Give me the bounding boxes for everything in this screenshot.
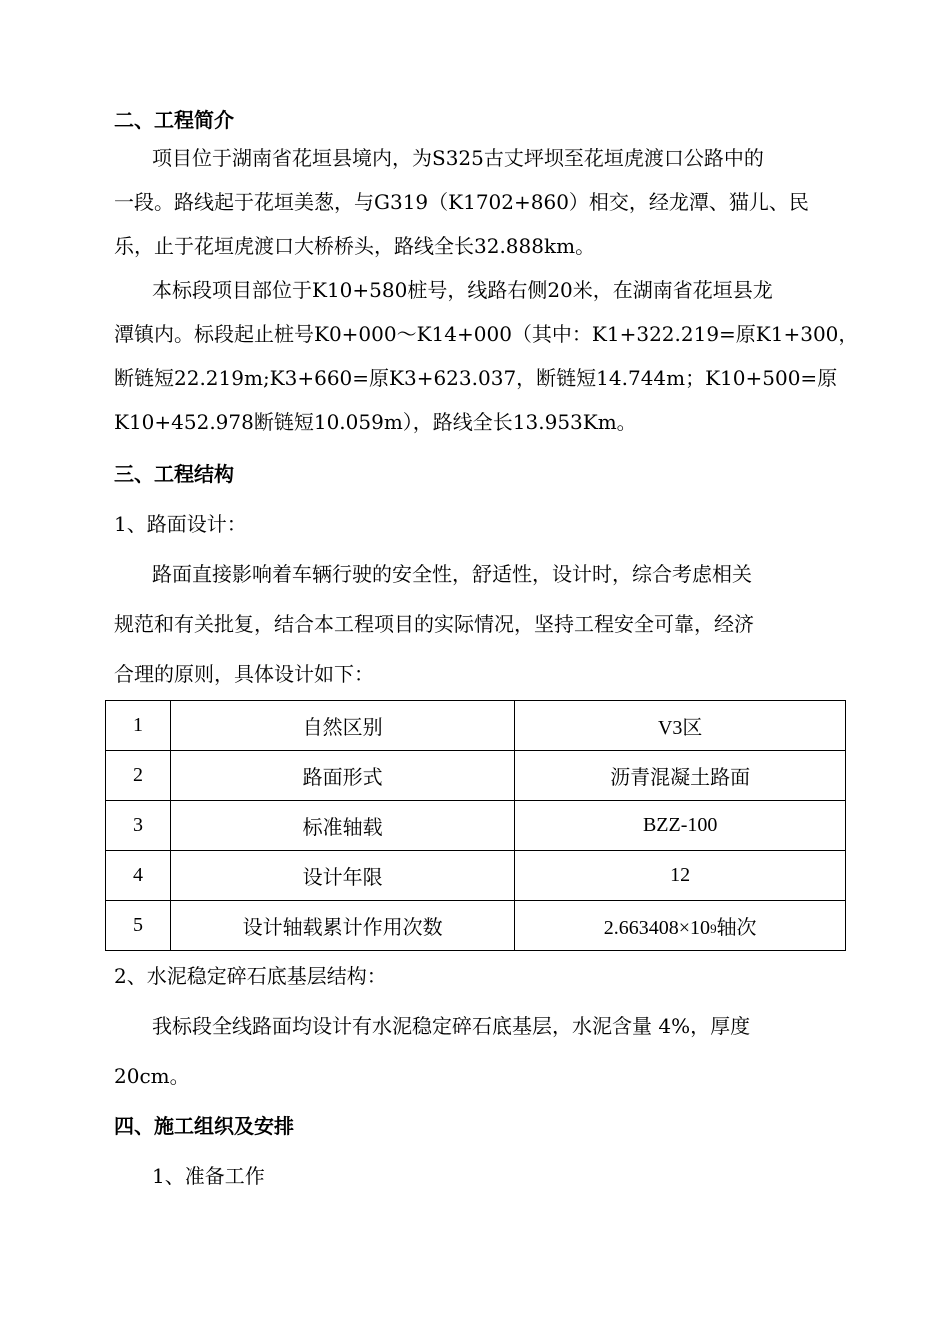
- table-row: [106, 851, 846, 901]
- table-cell-no: 2: [106, 751, 171, 801]
- table-row: [106, 901, 846, 951]
- table-cell-value: [515, 901, 846, 951]
- paragraph-line: 本标段项目部位于K10+580桩号，线路右侧20米，在湖南省花垣县龙: [152, 278, 773, 302]
- table-cell-no: 4: [106, 851, 171, 901]
- table-cell-no: 3: [106, 801, 171, 851]
- paragraph-line: 潭镇内。标段起止桩号K0+000～K14+000（其中：K1+322.219=原K1+300，: [114, 322, 859, 346]
- subheading-preparation: 1、准备工作: [152, 1164, 265, 1188]
- table-cell-value: 沥青混凝土路面: [515, 751, 846, 801]
- table-cell-no: 5: [106, 901, 171, 951]
- table-cell-value: BZZ-100: [515, 801, 846, 851]
- value-base: 2.663408×10: [603, 917, 711, 939]
- pavement-design-table: [105, 700, 846, 951]
- paragraph-line: 断链短22.219m;K3+660=原K3+623.037，断链短14.744m；K10+500=原: [114, 366, 838, 390]
- section-heading-project-structure: 三、工程结构: [114, 462, 234, 486]
- paragraph-line: 一段。路线起于花垣美葱，与G319（K1702+860）相交，经龙潭、猫儿、民: [114, 190, 809, 214]
- table-cell-item: 标准轴载: [170, 801, 514, 851]
- section-heading-construction-organization: 四、施工组织及安排: [114, 1114, 294, 1138]
- subheading-cement-base: 2、水泥稳定碎石底基层结构：: [114, 964, 387, 988]
- paragraph-line: 规范和有关批复，结合本工程项目的实际情况，坚持工程安全可靠，经济: [114, 612, 754, 636]
- paragraph-line: 乐，止于花垣虎渡口大桥桥头，路线全长32.888km。: [114, 234, 596, 258]
- section-heading-project-intro: 二、工程简介: [114, 108, 234, 132]
- table-cell-item: 设计年限: [170, 851, 514, 901]
- table-cell-value: 12: [515, 851, 846, 901]
- paragraph-line: 项目位于湖南省花垣县境内，为S325古丈坪坝至花垣虎渡口公路中的: [152, 146, 764, 170]
- paragraph-line: K10+452.978断链短10.059m），路线全长13.953Km。: [114, 410, 637, 434]
- value-suffix: 轴次: [716, 917, 757, 939]
- table-cell-item: 路面形式: [170, 751, 514, 801]
- paragraph-line: 路面直接影响着车辆行驶的安全性，舒适性，设计时，综合考虑相关: [152, 562, 752, 586]
- value-exponent: 9: [710, 921, 717, 936]
- table-cell-value: V3区: [515, 701, 846, 751]
- table-cell-item: 自然区别: [170, 701, 514, 751]
- paragraph-line: 我标段全线路面均设计有水泥稳定碎石底基层，水泥含量 4%，厚度: [152, 1014, 751, 1038]
- table-cell-item: 设计轴载累计作用次数: [170, 901, 514, 951]
- paragraph-line: 合理的原则，具体设计如下：: [114, 662, 374, 686]
- subheading-pavement-design: 1、路面设计：: [114, 512, 247, 536]
- table-row: [106, 701, 846, 751]
- paragraph-line: 20cm。: [114, 1064, 190, 1088]
- table-row: [106, 801, 846, 851]
- table-cell-no: 1: [106, 701, 171, 751]
- table-row: [106, 751, 846, 801]
